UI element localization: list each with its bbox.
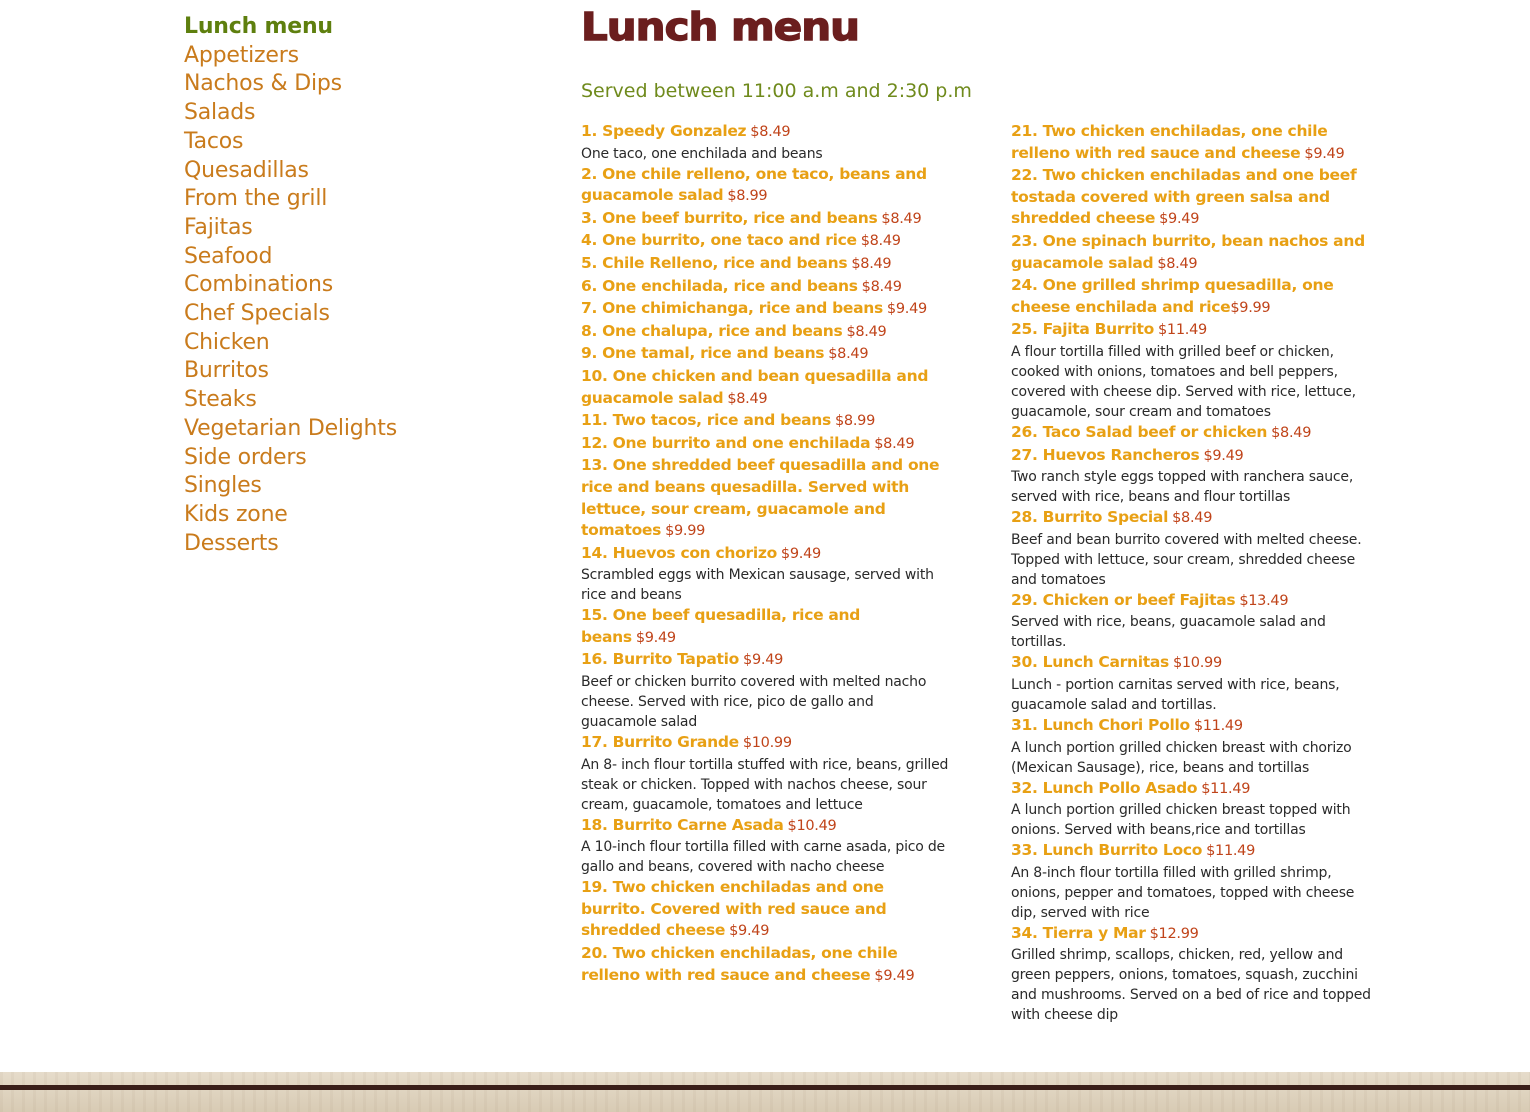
sidebar-item-burritos[interactable]: Burritos <box>184 358 269 384</box>
menu-item-name: 6. One enchilada, rice and beans <box>581 276 858 295</box>
sidebar-item-singles[interactable]: Singles <box>184 473 262 499</box>
menu-item-price: $10.99 <box>742 735 792 752</box>
menu-item-price: $8.49 <box>1157 255 1198 272</box>
menu-item-name: 27. Huevos Rancheros <box>1011 445 1200 464</box>
menu-item-name: 30. Lunch Carnitas <box>1011 653 1169 672</box>
menu-item <box>1011 445 1383 508</box>
menu-item-name: 11. Two tacos, rice and beans <box>581 411 831 430</box>
menu-item-heading <box>1011 778 1383 801</box>
menu-item <box>581 343 953 366</box>
menu-item-heading <box>581 433 953 456</box>
menu-item-description: An 8- inch flour tortilla stuffed with rice, beans, grilled steak or chicken. Topped with nachos cheese, sour cream, guacamole, tomatoes and lettuce <box>581 756 949 813</box>
menu-item-name: 15. One beef quesadilla, rice and beans <box>581 606 861 646</box>
menu-item-price: $8.49 <box>861 278 902 295</box>
menu-item-name: 8. One chalupa, rice and beans <box>581 321 843 340</box>
menu-item-description: Beef and bean burrito covered with melted cheese. Topped with lettuce, sour cream, shredded cheese and tomatoes <box>1011 531 1362 588</box>
sidebar-item-kids-zone[interactable]: Kids zone <box>184 501 288 527</box>
menu-item-heading <box>581 343 953 366</box>
menu-item-heading <box>1011 507 1383 530</box>
menu-item-price: $8.49 <box>828 346 869 363</box>
menu-item-price: $9.49 <box>743 652 784 669</box>
sidebar-item-salads[interactable]: Salads <box>184 100 256 126</box>
menu-item-price: $9.49 <box>635 629 676 646</box>
menu-item <box>1011 507 1383 590</box>
menu-item-name: 18. Burrito Carne Asada <box>581 815 784 834</box>
menu-item-name: 17. Burrito Grande <box>581 733 739 752</box>
sidebar-nav <box>184 13 484 558</box>
menu-item <box>581 121 953 164</box>
menu-item-price: $11.49 <box>1158 322 1207 339</box>
sidebar-item-seafood[interactable]: Seafood <box>184 243 273 269</box>
menu-item-heading <box>1011 422 1383 445</box>
menu-item-price: $8.49 <box>727 390 768 407</box>
menu-item <box>1011 422 1383 445</box>
menu-item-heading <box>581 815 953 838</box>
menu-item-name: 19. Two chicken enchiladas and one burrito. Covered with red sauce and shredded cheese <box>581 878 887 940</box>
menu-item-name: 16. Burrito Tapatio <box>581 650 740 669</box>
menu-item-heading <box>581 410 953 433</box>
menu-item-price: $9.49 <box>780 545 821 562</box>
menu-column-right <box>1011 121 1383 1025</box>
menu-item-name: 5. Chile Relleno, rice and beans <box>581 253 848 272</box>
menu-item-name: 34. Tierra y Mar <box>1011 923 1146 942</box>
menu-item-price: $9.99 <box>665 523 706 540</box>
footer-divider <box>0 1085 1530 1090</box>
menu-item-heading <box>581 253 953 276</box>
menu-item-price: $11.49 <box>1206 843 1256 860</box>
menu-item-name: 9. One tamal, rice and beans <box>581 344 825 363</box>
menu-item-name: 22. Two chicken enchiladas and one beef tostada covered with green salsa and shredded cheese <box>1011 166 1357 228</box>
menu-item-name: 7. One chimichanga, rice and beans <box>581 299 883 318</box>
menu-item-heading <box>1011 923 1383 946</box>
menu-item-heading <box>581 321 953 344</box>
menu-item-name: 33. Lunch Burrito Loco <box>1011 841 1203 860</box>
menu-item <box>1011 778 1383 841</box>
menu-item-description: Beef or chicken burrito covered with melted nacho cheese. Served with rice, pico de gallo and guacamole salad <box>581 674 927 731</box>
menu-item-heading <box>1011 275 1383 319</box>
menu-item <box>581 276 953 299</box>
menu-item-heading <box>581 877 953 943</box>
menu-item-heading <box>1011 319 1383 342</box>
menu-item-price: $9.49 <box>1304 145 1345 162</box>
menu-item-heading <box>581 455 953 542</box>
menu-item <box>1011 840 1383 923</box>
menu-item-heading <box>581 276 953 299</box>
menu-item <box>1011 231 1383 275</box>
menu-item <box>581 732 953 815</box>
menu-item-name: 14. Huevos con chorizo <box>581 543 777 562</box>
menu-item-description: A lunch portion grilled chicken breast topped with onions. Served with beans,rice and tortillas <box>1011 802 1351 839</box>
menu-item-heading <box>581 366 953 410</box>
menu-item <box>581 605 953 649</box>
menu-item-name: 23. One spinach burrito, bean nachos and guacamole salad <box>1011 231 1365 272</box>
page-title: Lunch menu <box>581 4 860 50</box>
menu-item-name: 13. One shredded beef quesadilla and one rice and beans quesadilla. Served with lettuce, sour cream, guacamole and tomatoes <box>581 456 940 540</box>
menu-item-name: 28. Burrito Special <box>1011 508 1169 527</box>
menu-item-heading <box>581 208 953 231</box>
menu-item-heading <box>1011 231 1383 275</box>
menu-item <box>581 230 953 253</box>
menu-item-description: Lunch - portion carnitas served with rice, beans, guacamole salad and tortillas. <box>1011 676 1340 713</box>
menu-item <box>581 649 953 732</box>
menu-item-name: 31. Lunch Chori Pollo <box>1011 715 1190 734</box>
menu-item-name: 1. Speedy Gonzalez <box>581 122 747 140</box>
menu-item-name: 20. Two chicken enchiladas, one chile relleno with red sauce and cheese <box>581 944 898 984</box>
menu-item-heading <box>581 605 953 649</box>
menu-item <box>1011 165 1383 231</box>
menu-item-price: $9.49 <box>1159 211 1200 228</box>
menu-item <box>581 877 953 943</box>
sidebar-item-combinations[interactable]: Combinations <box>184 272 333 298</box>
menu-item-name: 26. Taco Salad beef or chicken <box>1011 422 1268 441</box>
menu-item-price: $13.49 <box>1239 592 1289 609</box>
menu-item <box>1011 319 1383 422</box>
menu-item-price: $8.49 <box>860 233 901 250</box>
menu-item <box>581 543 953 606</box>
sidebar-item-chef-specials[interactable]: Chef Specials <box>184 301 330 327</box>
menu-item-price: $8.99 <box>727 188 768 205</box>
sidebar-item-appetizers[interactable]: Appetizers <box>184 42 299 68</box>
menu-item-name: 3. One beef burrito, rice and beans <box>581 208 878 227</box>
menu-item-heading <box>1011 715 1383 738</box>
menu-item <box>581 943 953 987</box>
menu-item-heading <box>581 298 953 321</box>
menu-item-heading <box>581 649 953 672</box>
menu-item-description: A 10-inch flour tortilla filled with carne asada, pico de gallo and beans, covered with nacho cheese <box>581 839 945 876</box>
menu-item-heading <box>1011 165 1383 231</box>
menu-item-price: $10.99 <box>1172 655 1222 672</box>
sidebar-item-desserts[interactable]: Desserts <box>184 530 279 556</box>
sidebar-item-lunch-menu[interactable]: Lunch menu <box>184 14 333 39</box>
menu-item-name: 10. One chicken and bean quesadilla and guacamole salad <box>581 366 929 407</box>
menu-item-price: $9.99 <box>1230 299 1271 316</box>
menu-item-price: $8.49 <box>851 255 892 272</box>
menu-item-price: $8.49 <box>1172 510 1213 527</box>
menu-item <box>1011 590 1383 653</box>
menu-item-name: 12. One burrito and one enchilada <box>581 433 871 452</box>
menu-item <box>581 321 953 344</box>
menu-item-description: Grilled shrimp, scallops, chicken, red, yellow and green peppers, onions, tomatoes, squash, zucchini and mushrooms. Served on a bed of rice and topped with cheese dip <box>1011 947 1371 1024</box>
menu-item-price: $8.49 <box>881 210 922 227</box>
sidebar-item-tacos[interactable]: Tacos <box>184 128 244 154</box>
menu-item-name: 29. Chicken or beef Fajitas <box>1011 590 1236 609</box>
sidebar-item-steaks[interactable]: Steaks <box>184 387 257 413</box>
menu-item-heading <box>1011 840 1383 863</box>
menu-item-price: $10.49 <box>787 817 837 834</box>
menu-item-heading <box>581 230 953 253</box>
menu-item-heading <box>1011 445 1383 468</box>
menu-item-price: $8.49 <box>846 323 887 340</box>
menu-item-heading <box>581 543 953 566</box>
menu-item-name: 21. Two chicken enchiladas, one chile relleno with red sauce and cheese <box>1011 122 1328 162</box>
menu-item-description: A lunch portion grilled chicken breast with chorizo (Mexican Sausage), rice, beans and tortillas <box>1011 739 1352 776</box>
sidebar-item-nachos-dips[interactable]: Nachos & Dips <box>184 71 342 97</box>
menu-item <box>581 208 953 231</box>
menu-item-price: $9.49 <box>886 301 927 318</box>
menu-item-description: Served with rice, beans, guacamole salad and tortillas. <box>1011 614 1326 651</box>
menu-item-name: 4. One burrito, one taco and rice <box>581 231 857 250</box>
menu-item <box>581 433 953 456</box>
menu-item-heading <box>581 943 953 987</box>
sidebar-item-side-orders[interactable]: Side orders <box>184 444 307 470</box>
menu-item-price: $8.49 <box>750 124 791 140</box>
menu-item-price: $9.49 <box>1203 447 1244 464</box>
menu-item <box>581 366 953 410</box>
menu-item <box>581 164 953 208</box>
sidebar-item-from-the-grill[interactable]: From the grill <box>184 186 328 212</box>
menu-item-description: An 8-inch flour tortilla filled with grilled shrimp, onions, pepper and tomatoes, topped with cheese dip, served with rice <box>1011 864 1355 921</box>
menu-item <box>581 455 953 542</box>
page-subtitle: Served between 11:00 a.m and 2:30 p.m <box>581 80 972 102</box>
menu-item <box>1011 121 1383 165</box>
sidebar-item-fajitas[interactable]: Fajitas <box>184 214 253 240</box>
sidebar-item-vegetarian-delights[interactable]: Vegetarian Delights <box>184 415 397 441</box>
menu-item-description: Two ranch style eggs topped with ranchera sauce, served with rice, beans and flour tortillas <box>1011 469 1354 506</box>
menu-item-price: $8.49 <box>874 435 915 452</box>
menu-item <box>1011 275 1383 319</box>
menu-item-description: One taco, one enchilada and beans <box>581 145 823 162</box>
menu-item-heading <box>581 121 953 144</box>
menu-item <box>581 815 953 878</box>
menu-item-price: $8.49 <box>1271 424 1312 441</box>
menu-item <box>581 298 953 321</box>
menu-item-heading <box>581 732 953 755</box>
menu-item-price: $11.49 <box>1201 780 1251 797</box>
sidebar-item-quesadillas[interactable]: Quesadillas <box>184 157 309 183</box>
menu-item-description: Scrambled eggs with Mexican sausage, served with rice and beans <box>581 567 934 604</box>
menu-item-heading <box>581 164 953 208</box>
menu-item-heading <box>1011 652 1383 675</box>
menu-item-price: $9.49 <box>874 967 915 984</box>
menu-item <box>1011 715 1383 778</box>
menu-item-name: 32. Lunch Pollo Asado <box>1011 778 1198 797</box>
menu-item-heading <box>1011 590 1383 613</box>
menu-item-name: 24. One grilled shrimp quesadilla, one cheese enchilada and rice <box>1011 276 1334 316</box>
menu-item <box>1011 923 1383 1026</box>
menu-column-left <box>581 121 953 987</box>
menu-item <box>581 410 953 433</box>
footer-wood-banner <box>0 1072 1530 1112</box>
sidebar-item-chicken[interactable]: Chicken <box>184 329 270 355</box>
menu-item-price: $12.99 <box>1149 925 1199 942</box>
menu-item-name: 2. One chile relleno, one taco, beans and guacamole salad <box>581 164 927 205</box>
menu-item <box>581 253 953 276</box>
menu-item <box>1011 652 1383 715</box>
menu-item-price: $9.49 <box>729 923 770 940</box>
menu-item-heading <box>1011 121 1383 165</box>
menu-item-name: 25. Fajita Burrito <box>1011 320 1154 339</box>
menu-item-price: $11.49 <box>1193 717 1243 734</box>
menu-item-description: A flour tortilla filled with grilled beef or chicken, cooked with onions, tomatoes and bell peppers, covered with cheese dip. Served with rice, lettuce, guacamole, sour cream and tomatoes <box>1011 343 1356 420</box>
menu-item-price: $8.99 <box>834 413 875 430</box>
